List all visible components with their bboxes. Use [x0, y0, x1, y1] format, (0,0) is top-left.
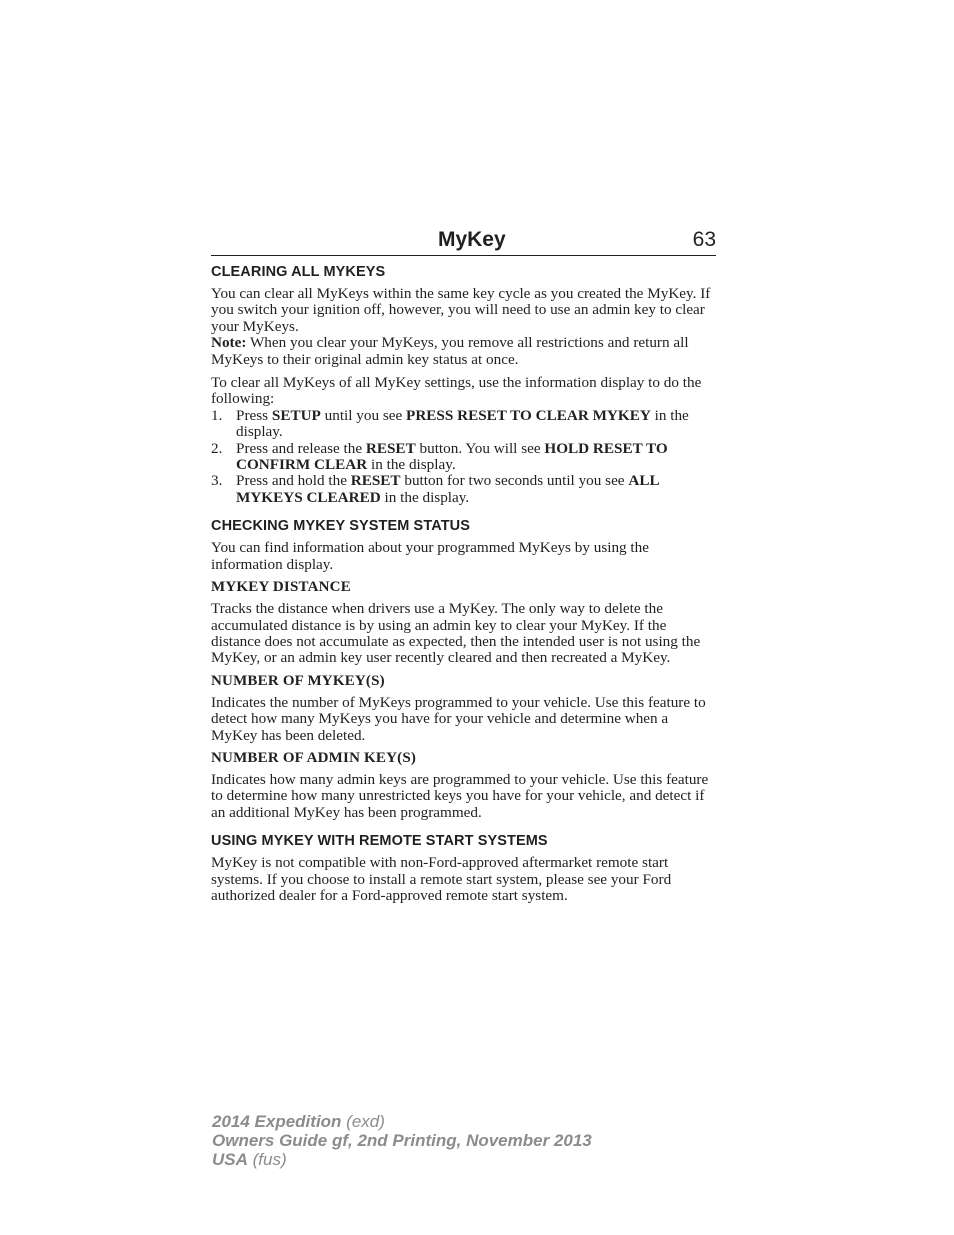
heading-number-of-admin-keys: NUMBER OF ADMIN KEY(S)	[211, 749, 417, 766]
footer-edition: Owners Guide gf, 2nd Printing, November 2013	[212, 1131, 592, 1150]
step-text: until you see	[320, 406, 407, 424]
step-number: 2.	[211, 439, 223, 457]
step-display-message: PRESS RESET TO CLEAR MYKEY	[406, 406, 651, 424]
remote-paragraph: MyKey is not compatible with non-Ford-approved aftermarket remote start systems. If you choose to install a remote start system, please see your Ford authorized dealer for a Ford-approved remote start system.	[211, 854, 672, 904]
manual-page	[211, 228, 716, 904]
heading-number-of-mykeys: NUMBER OF MYKEY(S)	[211, 672, 385, 689]
page-footer	[212, 1112, 592, 1169]
footer-line-1	[212, 1112, 592, 1131]
heading-remote-start: USING MYKEY WITH REMOTE START SYSTEMS	[211, 833, 548, 850]
number-admin-paragraph: Indicates how many admin keys are programmed to your vehicle. Use this feature to determine how many unrestricted keys you have for your vehicle, and detect if an additional MyKey has been programmed.	[211, 770, 709, 821]
footer-model-code: (exd)	[341, 1112, 385, 1131]
footer-market: USA	[212, 1150, 248, 1169]
page-header	[211, 228, 716, 256]
step-text: Press	[236, 406, 272, 424]
footer-line-2	[212, 1131, 592, 1150]
step-text: in the display.	[367, 456, 456, 474]
heading-checking-mykey-status: CHECKING MYKEY SYSTEM STATUS	[211, 518, 470, 535]
note-label: Note:	[211, 334, 247, 352]
step-keyword: RESET	[365, 439, 416, 457]
clearing-note	[211, 335, 716, 368]
note-text: When you clear your MyKeys, you remove all restrictions and return all MyKeys to their original admin key status at once.	[211, 334, 689, 368]
checking-paragraph: You can find information about your programmed MyKeys by using the information display.	[211, 539, 649, 573]
page-number: 63	[692, 228, 716, 251]
clearing-steps	[211, 408, 716, 506]
step-text: in the display.	[380, 488, 470, 506]
step-keyword: SETUP	[271, 406, 321, 424]
step-text: button for two seconds until you see	[400, 472, 629, 490]
step-text: button. You will see	[415, 439, 545, 457]
clearing-intro: To clear all MyKeys of all MyKey settings, use the information display to do the following:	[211, 374, 702, 408]
step-text: Press and hold the	[236, 472, 351, 490]
footer-line-3	[212, 1150, 592, 1169]
heading-clearing-all-mykeys: CLEARING ALL MYKEYS	[211, 264, 386, 280]
step-text: Press and release the	[236, 439, 366, 457]
number-mykeys-paragraph: Indicates the number of MyKeys programmed to your vehicle. Use this feature to detect how many MyKeys you have for your vehicle and determine when a MyKey has been deleted.	[211, 693, 706, 744]
footer-market-code: (fus)	[247, 1150, 287, 1169]
clearing-paragraph: You can clear all MyKeys within the same key cycle as you created the MyKey. If you switch your ignition off, however, you will need to use an admin key to clear your MyKeys.	[211, 285, 711, 335]
step-item	[211, 408, 716, 441]
distance-paragraph: Tracks the distance when drivers use a MyKey. The only way to delete the accumulated distance is by using an admin key to clear your MyKey. If the distance does not accumulate as expected, then the intended user is not using the MyKey, or an admin key user recently cleared and then recreated a MyKey.	[211, 600, 701, 667]
step-text: in the display.	[236, 406, 689, 441]
step-item	[211, 473, 716, 506]
step-number: 1.	[211, 406, 223, 424]
step-item	[211, 441, 716, 474]
step-number: 3.	[211, 472, 223, 490]
step-keyword: RESET	[350, 472, 401, 490]
footer-model: 2014 Expedition	[212, 1112, 342, 1131]
step-display-message: ALL MYKEYS CLEARED	[236, 472, 659, 506]
heading-mykey-distance: MYKEY DISTANCE	[211, 579, 351, 596]
step-display-message: HOLD RESET TO CONFIRM CLEAR	[236, 439, 668, 474]
section-title: MyKey	[437, 228, 506, 251]
